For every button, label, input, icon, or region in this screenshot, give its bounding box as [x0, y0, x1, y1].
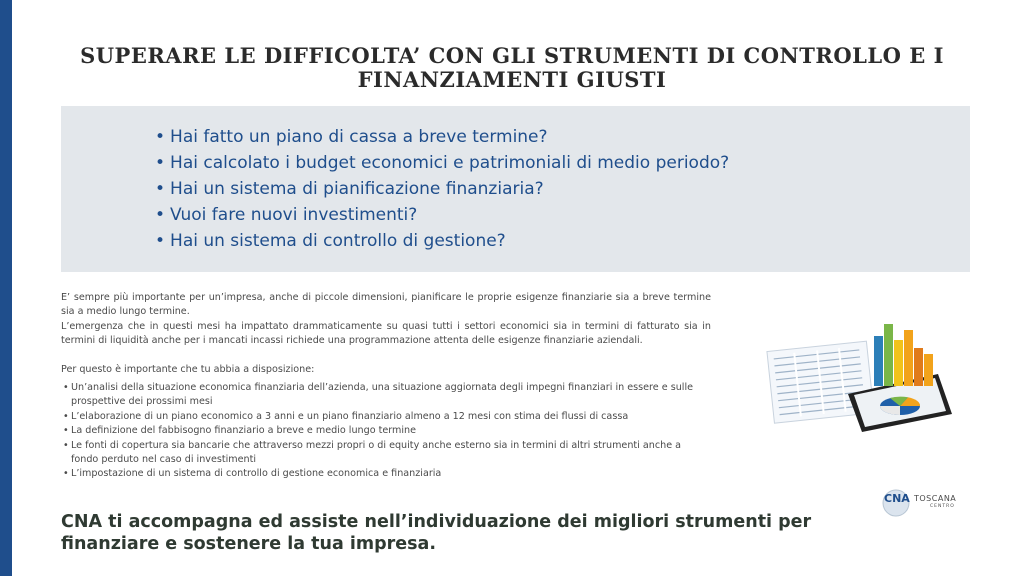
list-intro: Per questo è importante che tu abbia a disposizione: [61, 363, 315, 375]
closing-statement [61, 511, 861, 555]
body-text [61, 291, 711, 482]
paragraph-emergency: L’emergenza che in questi mesi ha impattato drammaticamente su quasi tutti i settori economici sia in termini di fatturato sia in termini di liquidità anche per i mancati incassi richiede una programmazione attenta delle esigenze finanziarie aziendali. [61, 320, 711, 347]
logo-region: TOSCANA [914, 494, 957, 503]
question-item: • Vuoi fare nuovi investimenti? [155, 202, 729, 228]
bar-chart-icon [874, 324, 933, 386]
finance-tablet-illustration [762, 318, 958, 436]
closing-line-2: finanziare e sostenere la tua impresa. [61, 534, 437, 554]
question-item: • Hai un sistema di controllo di gestione? [155, 228, 729, 254]
list-item: • L’impostazione di un sistema di controllo di gestione economica e finanziaria [61, 467, 711, 481]
paragraph-importance: E’ sempre più importante per un’impresa, anche di piccole dimensioni, pianificare le proprie esigenze finanziarie sia a breve termine sia a medio lungo termine. [61, 292, 711, 318]
slide-title [60, 44, 964, 92]
question-item: • Hai fatto un piano di cassa a breve termine? [155, 124, 729, 150]
logo-subregion: CENTRO [930, 504, 955, 509]
requirements-list [61, 381, 711, 482]
list-item: • La definizione del fabbisogno finanziario a breve e medio lungo termine [61, 424, 711, 438]
spacer [61, 349, 711, 363]
logo-brand: CNA [884, 492, 910, 505]
left-accent-bar [0, 0, 12, 576]
questions-list [155, 124, 729, 254]
list-item: • Un’analisi della situazione economica finanziaria dell’azienda, una situazione aggiornata degli impegni finanziari in essere e sulle prospettive dei prossimi mesi [61, 381, 711, 410]
closing-line-1: CNA ti accompagna ed assiste nell’individuazione dei migliori strumenti per [61, 512, 812, 532]
question-item: • Hai calcolato i budget economici e patrimoniali di medio periodo? [155, 150, 729, 176]
question-item: • Hai un sistema di pianificazione finanziaria? [155, 176, 729, 202]
title-line-1: SUPERARE LE DIFFICOLTA’ CON GLI STRUMENTI DI CONTROLLO E I [80, 43, 944, 68]
list-item: • Le fonti di copertura sia bancarie che attraverso mezzi propri o di equity anche esterno sia in termini di altri strumenti anche a fondo perduto nel caso di investimenti [61, 439, 711, 468]
list-item: • L’elaborazione di un piano economico a 3 anni e un piano finanziario almeno a 12 mesi con stima dei flussi di cassa [61, 410, 711, 424]
title-line-2: FINANZIAMENTI GIUSTI [357, 67, 667, 92]
